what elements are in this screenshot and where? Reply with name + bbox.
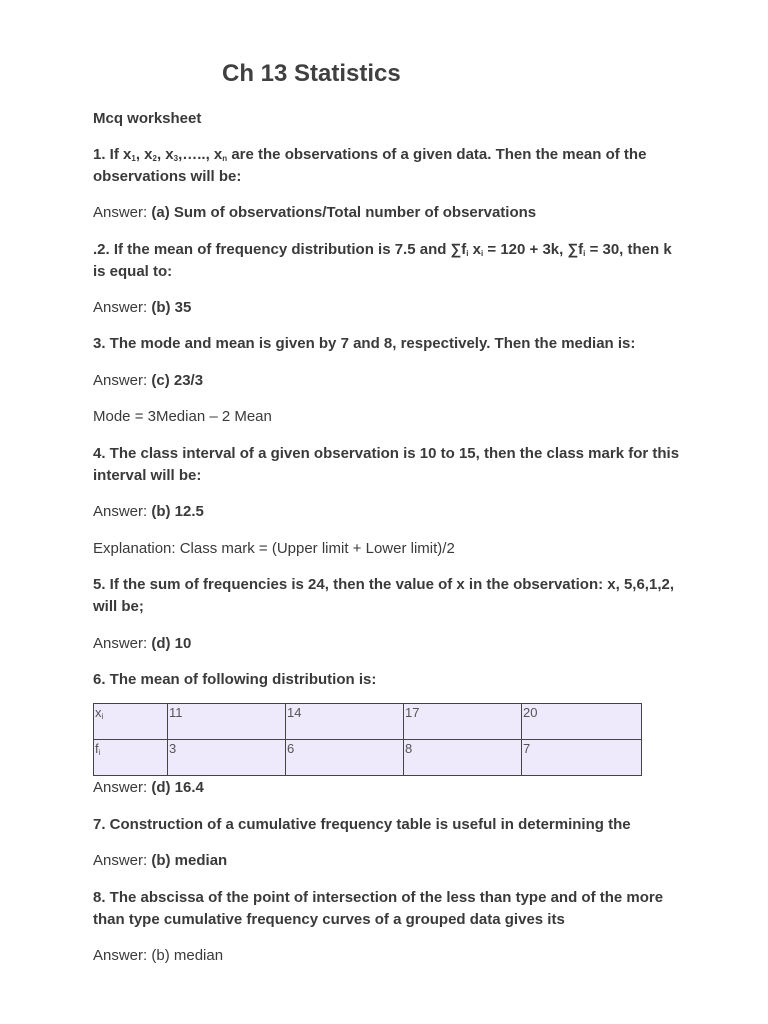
- answer-5: Answer: (d) 10: [93, 635, 192, 652]
- table-cell: 7: [522, 740, 642, 776]
- answer-6: Answer: (d) 16.4: [93, 779, 204, 796]
- question-7: 7. Construction of a cumulative frequency table is useful in determining the: [93, 816, 631, 833]
- page-title: Ch 13 Statistics: [222, 60, 401, 87]
- note-4: Explanation: Class mark = (Upper limit + Lower limit)/2: [93, 540, 455, 557]
- question-5: 5. If the sum of frequencies is 24, then the value of x in the observation: x, 5,6,1,2, will be;: [93, 576, 674, 615]
- answer-8: Answer: (b) median: [93, 947, 224, 964]
- note-3: Mode = 3Median – 2 Mean: [93, 408, 272, 425]
- question-1: 1. If $x_1$, $x_2$, $x_3,\dots$.., $x_n$ are the observations of a given data. Then the mean of the observations will be:: [93, 146, 647, 185]
- table-cell: $f_i$: [94, 740, 168, 776]
- question-3: 3. The mode and mean is given by 7 and 8, respectively. Then the median is:: [93, 335, 636, 352]
- answer-3: Answer: (c) 23/3: [93, 372, 204, 389]
- answer-2: Answer: (b) 35: [93, 299, 192, 316]
- question-2: .2. If the mean of frequency distribution is 7.5 and $\sum f_i$ $x_i = 120 + 3k$, $\sum f_i = 30$, then k is equal to:: [93, 241, 672, 280]
- question-4: 4. The class interval of a given observation is 10 to 15, then the class mark for this interval will be:: [93, 445, 680, 484]
- table-cell: 20: [522, 704, 642, 740]
- table-cell: 8: [404, 740, 522, 776]
- table-row-f: [94, 740, 642, 776]
- answer-7: Answer: (b) median: [93, 852, 228, 869]
- table-cell: $x_i$: [94, 704, 168, 740]
- table-cell: 6: [286, 740, 404, 776]
- distribution-table: [93, 703, 642, 776]
- table-cell: 11: [168, 704, 286, 740]
- answer-4: Answer: (b) 12.5: [93, 503, 204, 520]
- answer-1: Answer: (a) Sum of observations/Total number of observations: [93, 204, 537, 221]
- question-8: 8. The abscissa of the point of intersection of the less than type and of the more than type cumulative frequency curves of a grouped data gives its: [93, 889, 664, 928]
- table-row-x: [94, 704, 642, 740]
- table-cell: 14: [286, 704, 404, 740]
- table-cell: 17: [404, 704, 522, 740]
- worksheet-subtitle: Mcq worksheet: [93, 110, 202, 127]
- question-6: 6. The mean of following distribution is:: [93, 671, 377, 688]
- table-cell: 3: [168, 740, 286, 776]
